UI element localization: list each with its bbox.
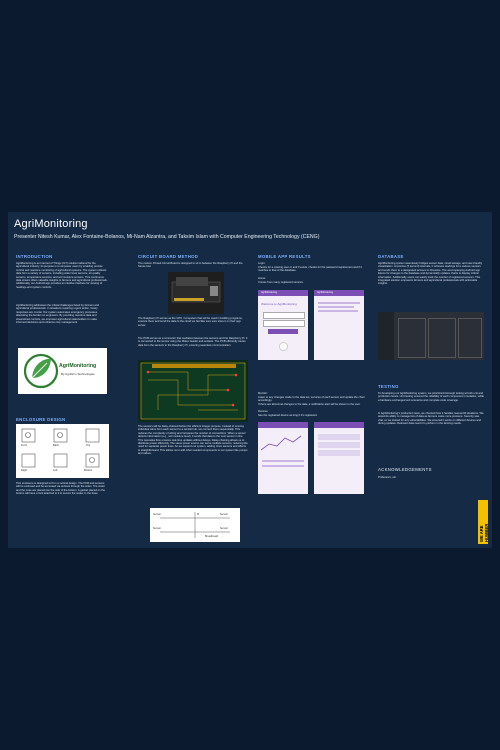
logo-title: AgriMonitoring (59, 363, 97, 369)
monitor-chart-graphic (261, 432, 305, 454)
diagram-label-breadboard: Breadboard (205, 535, 219, 538)
password-field[interactable] (263, 320, 305, 327)
enclosure-top-view (86, 429, 99, 442)
database-heading: DATABASE (378, 254, 404, 259)
enclosure-label-back: Back (53, 444, 59, 447)
leaf-logo-icon (18, 348, 107, 394)
enclosure-back-view (54, 429, 67, 442)
login-button[interactable] (268, 329, 298, 334)
introduction-heading: INTRODUCTION (16, 254, 53, 259)
home-text-line-1 (318, 302, 360, 304)
enclosure-right-view (22, 454, 35, 467)
humber-badge-line-2: HUMBER (483, 523, 489, 542)
monitor-line-1 (262, 460, 304, 462)
enclosure-drawing-panel (16, 424, 109, 478)
diagram-label-sensor-4: Sensor (220, 527, 228, 530)
enclosure-label-front: Front (21, 444, 28, 447)
diagram-label-pi: Pi (197, 513, 200, 516)
introduction-paragraph-1: AgriMonitoring is an Internet of Things (IoT) solution tailored for the agricultural industry. Its purpose is to empower users by enabling precise control and real-time monitoring of agricultural systems. The system collects data from a variety of sensors, including water level sensors, air quality sensors, temperature sensors, and soil moisture sensors. This continuous data stream offers valuable insights to farmers and agricultural professionals. Additionally, our Android app provides an intuitive interface for viewing of readings and system controls. (16, 262, 108, 289)
testing-paragraph-2: In AgriMonitoring's production tests, we checked how it handles real-world situations. We tested its ability to manage lots of data as farmers make more pressure. Security was vital, so we looked for any vulnerabilities. We ensured it works on different devices and during updates. Relevant data need it to perform in the farming needs. (378, 412, 484, 426)
enclosure-label-bottom: Bottom (84, 469, 93, 472)
testing-heading: TESTING (378, 384, 399, 389)
acknowledgements-heading: ACKNOWLEDGEMENTS (378, 467, 432, 472)
enclosure-heading: ENCLOSURE DESIGN (16, 417, 66, 422)
email-field[interactable] (263, 312, 305, 319)
diagram-label-sensor-2: Sensor (220, 513, 228, 516)
introduction-paragraph-2: AgriMonitoring addresses the critical challenges faced by farmers and agricultural professionals. In situations requiring urgent action, timely responses are crucial. Our system automates emergency processes, alleviating the burden on engineers. By providing real-time data and streamlined controls, we empower agricultural stakeholders to make informed decisions and enhance crop management. (16, 304, 99, 325)
monitor-line-2 (262, 465, 304, 467)
circuit-paragraph-4: The sensors will be daisy-chained before the efficient Integer purpose: Instead of running individual wires from each sensor to a central hub, we connect them sequentially. This reduces the complexity of wiring and increases the number of connections. When a sensor detects information (e.g., soil moisture level), it sends that data to the next sensor in line. This cascades flow ensures real-time updates without delays. Daisy-chaining allows us to distribute power efficiently. The same power source can serve multiple sensors, reducing the need for separate power lines. As we expand our system, adding more sensors and effects is straightforward. This allows us to add other needed components to our system like pumps and valves. (138, 425, 248, 456)
enclosure-label-left: Left (53, 469, 58, 472)
mobile-home-text: Comes from many registered sensors. (258, 281, 304, 284)
mobile-devices-label: Devices: (258, 410, 269, 413)
login-screen-mockup (258, 290, 308, 360)
console-collection-panel (398, 318, 426, 358)
enclosure-paragraph: This enclosure is designed to fit in a vertical design. The PCB and sensors will be enclosed and be accessed via sockets through the sides. The water and the nose are placed into the side of the bottom. A gasket placed on the bottom will have a lock attached to it to secure the sealer to the base. (16, 482, 106, 496)
mobile-monitor-label: Monitor: (258, 392, 268, 395)
poster-subtitle: Presenter Nitesh Kumar, Alex Fontaine-Bolanos, Mi-Nam Alzantra, and Taksim Islam with Computer Engineering Technology (CENG) (14, 234, 320, 240)
humber-badge (478, 500, 488, 544)
enclosure-bottom-view (86, 454, 99, 467)
humber-badge-line-1: WE ARE (479, 525, 484, 542)
home-screen-title: AgriMonitoring (317, 291, 334, 294)
pcb-traces-drawing (138, 360, 248, 422)
device-list-item-3[interactable] (318, 450, 360, 456)
enclosure-label-right: Right (21, 469, 28, 472)
circuit-paragraph-3: The PCB serves as a connector that mediates between the sensors and the Raspberry Pi. It is connected to the sensor using the Molex header and sockets. The PCB efficiently routes data from the sensors to the Raspberry Pi, ensuring seamless communication. (138, 337, 248, 347)
circuit-heading: CIRCUIT BOARD METHOD (138, 254, 199, 259)
monitor-screen-mockup (258, 422, 308, 494)
mobile-home-label: Home: (258, 277, 266, 280)
google-sign-in-icon[interactable] (279, 342, 288, 351)
devices-screen-mockup (314, 422, 364, 494)
enclosure-views-diagram (16, 424, 109, 478)
login-welcome-text: Welcome to AgriMonitoring (261, 302, 297, 306)
device-list-item-2[interactable] (318, 442, 360, 448)
device-list-item-1[interactable] (318, 434, 360, 440)
console-sidebar (378, 312, 394, 360)
console-document-panel (428, 318, 456, 358)
console-field-panel (458, 318, 482, 358)
firebase-console-screenshot (378, 312, 484, 360)
login-screen-title: AgriMonitoring (261, 291, 278, 294)
circuit-paragraph-1: The custom Printed Circuit Board is designed to sit in between the Raspberry Pi and the Sense Hat. (138, 262, 243, 269)
mobile-login-text: Checks for a missing user or and if exists, checks for the password requirement and if it matches to that of the database. (258, 266, 362, 273)
acknowledgements-text: Professors, etc. (378, 476, 397, 479)
home-text-line-3 (318, 310, 358, 312)
monitor-appbar (258, 422, 308, 428)
daisy-chain-diagram (150, 508, 240, 542)
home-screen-mockup (314, 290, 364, 360)
testing-paragraph-1: To developing our AgriMonitoring system, we prioritized thorough testing at both unit and production levels. Unit testing ensured the reliability of each component in isolation, while a hardware exchanged unit scenarios and complete code coverage. (378, 392, 484, 402)
mobile-heading: MOBILE APP RESULTS (258, 254, 311, 259)
agrimonitoring-logo-panel (18, 348, 107, 394)
diagram-label-sensor-3: Sensor (153, 527, 161, 530)
raspberry-pi-photo (168, 272, 224, 314)
enclosure-label-top: Top (86, 444, 91, 447)
home-text-line-2 (318, 306, 354, 308)
mobile-devices-text: See the registered device as long if it's registered. (258, 414, 318, 417)
mobile-login-label: Login: (258, 262, 266, 265)
mobile-alert-text: If there are abnormal changes to the data, a notification alert will be shown to the user. (258, 403, 361, 406)
enclosure-front-view (22, 429, 35, 442)
circuit-paragraph-2: The Raspberry Pi serves as the CPU. Computers that will be used in building programs, execute them and send the data to the cloud we feel like sure sure store it on their app server. (138, 317, 243, 327)
database-paragraph: AgriMonitoring system seamlessly bridges sensor data, cloud storage, and user-friendly visualization. At precise (5 second) intervals, it retrieves readings from various sensors and sends them to a designated account in Firestore. The accompanying Android app listens for changes to the database and dynamically updates charts to display critical information. Additionally, users can easily track the number of registered sensors. This integrated solution empowers farmers and agricultural professionals with actionable insights. (378, 262, 483, 286)
diagram-label-sensor-1: Sensor (153, 513, 161, 516)
poster-title: AgriMonitoring (14, 218, 88, 230)
devices-appbar (314, 422, 364, 428)
raspberry-pi-board-icon (168, 272, 224, 314)
mobile-monitor-text: Listen to any changes made to the data set, services of each sensor and update the chart accordingly. (258, 396, 365, 403)
logo-subtitle: By Agrifarm Technologies (61, 372, 95, 376)
enclosure-left-view (54, 454, 67, 467)
pcb-layout-image (138, 360, 248, 422)
